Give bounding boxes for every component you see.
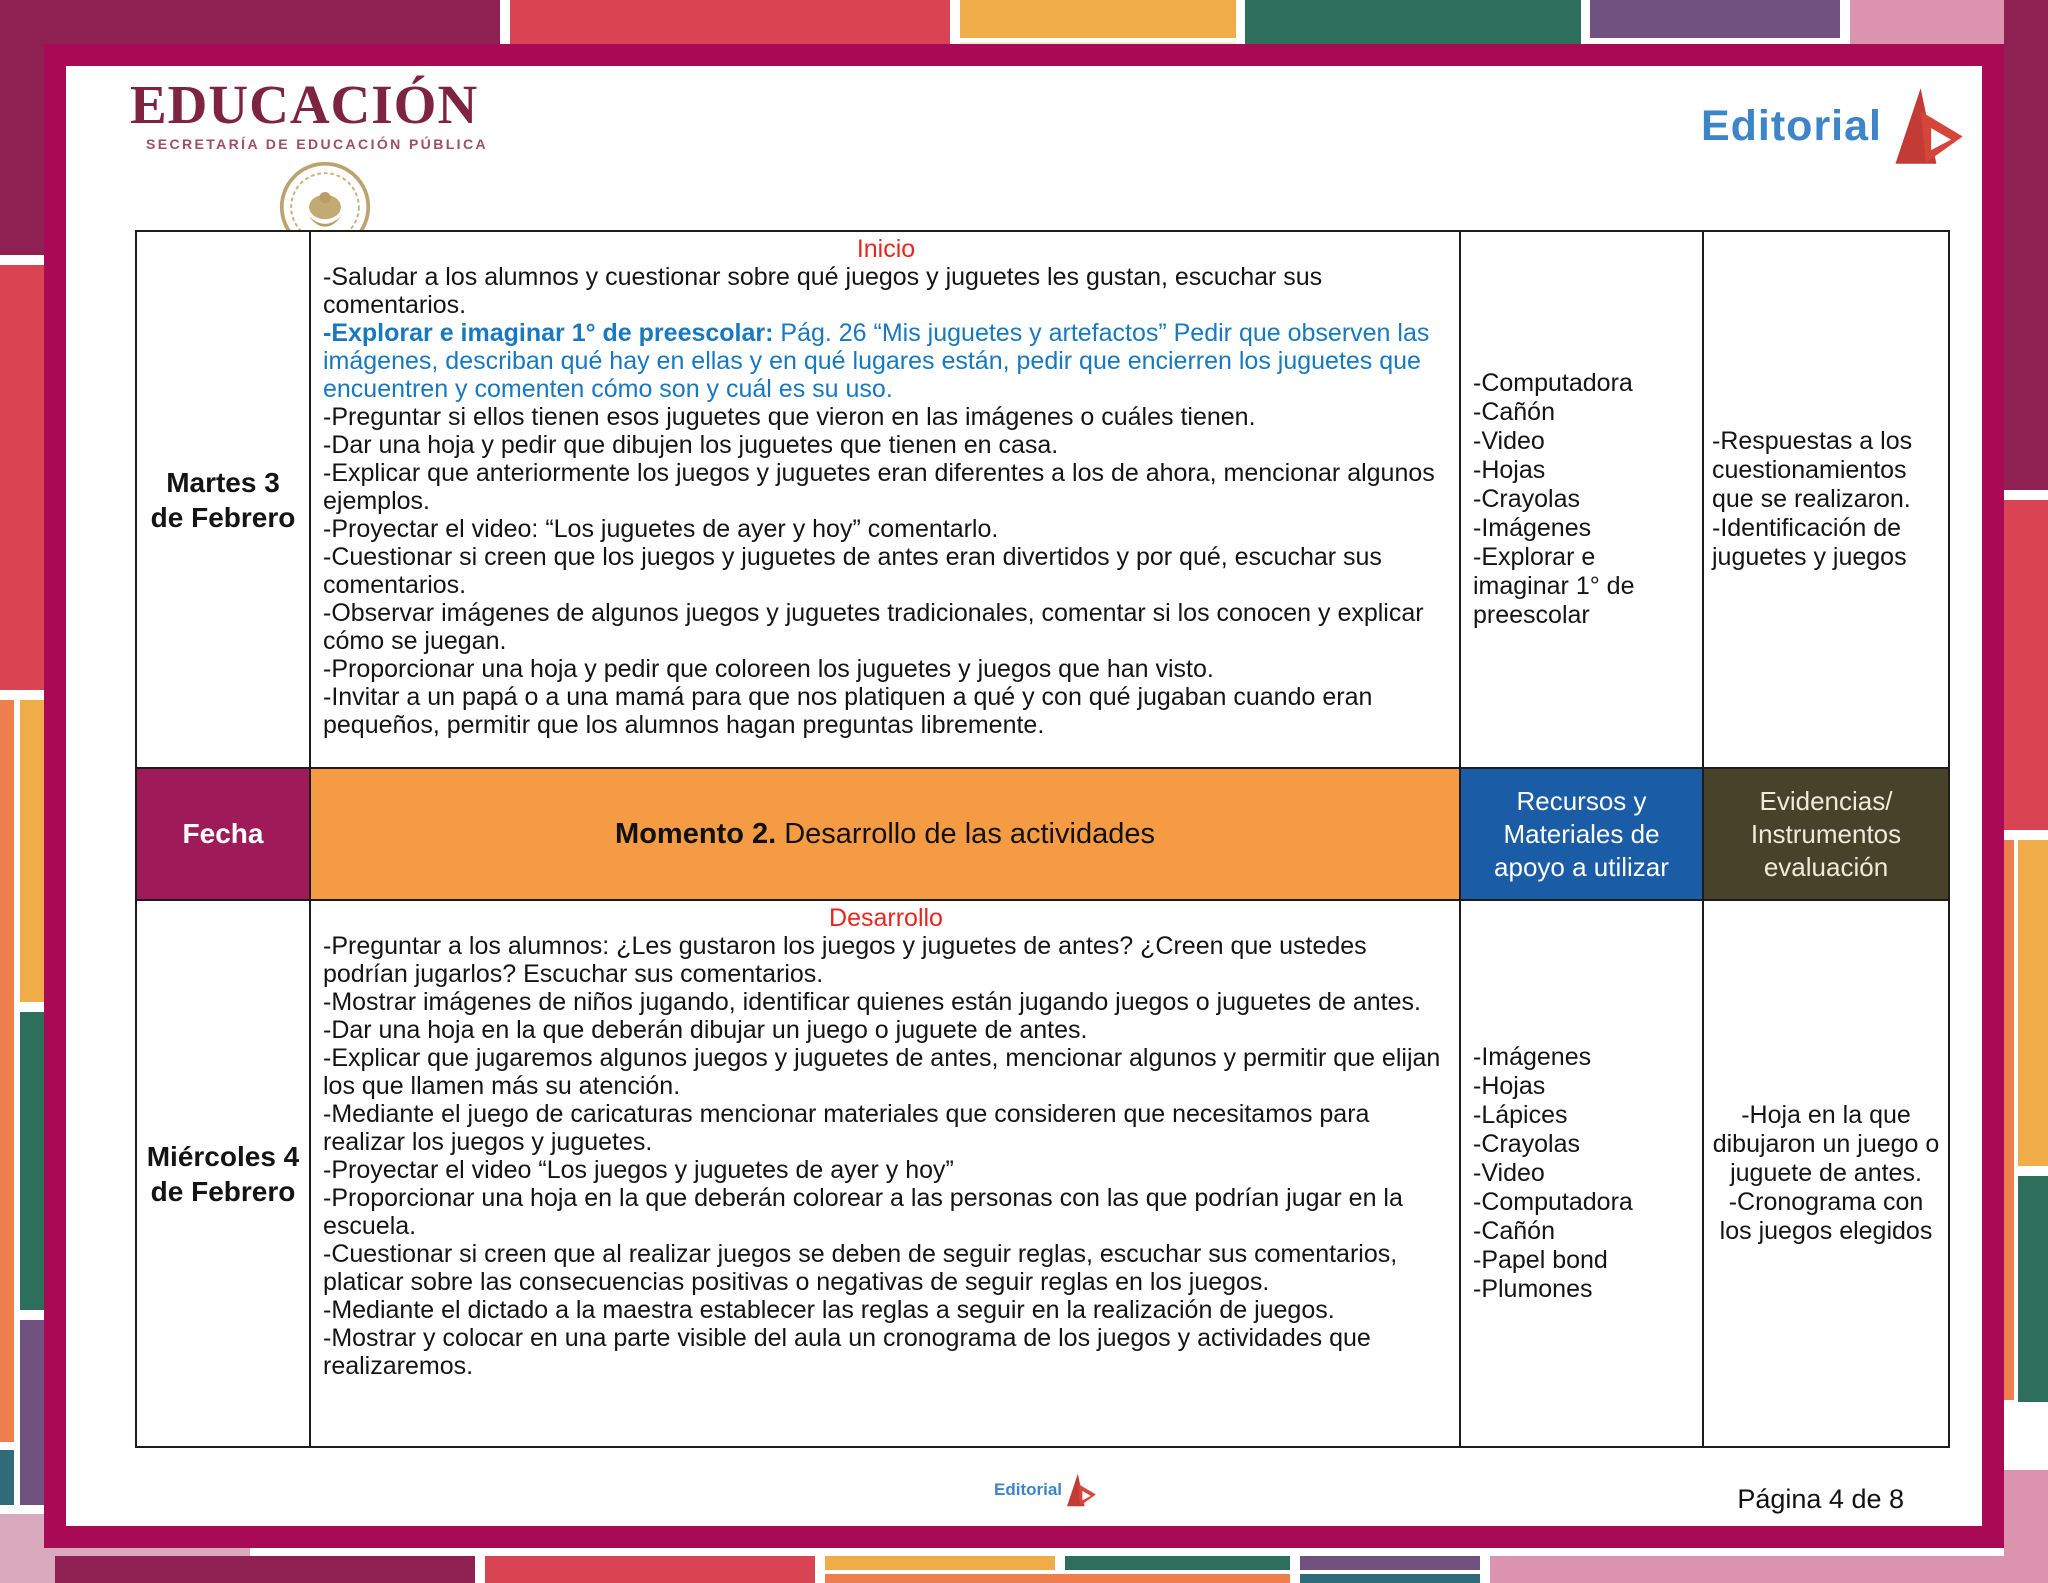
- evidence-cell-row2: [1704, 901, 1948, 1446]
- border-tile: [825, 1556, 1055, 1570]
- editorial-md-mark-icon: [1890, 84, 1966, 168]
- activity-item: [323, 1100, 1449, 1156]
- activity-text-run: -Dar una hoja y pedir que dibujen los juguetes que tienen en casa.: [323, 431, 1059, 459]
- border-tile: [20, 1012, 44, 1310]
- lesson-plan-table: [135, 230, 1950, 1448]
- border-tile: [1300, 1556, 1480, 1570]
- footer-editorial-md-logo: [994, 1472, 1097, 1508]
- border-tile: [1065, 1556, 1290, 1570]
- border-tile: [2018, 840, 2048, 1166]
- activity-text-run: -Proyectar el video: “Los juguetes de ayer y hoy” comentarlo.: [323, 515, 999, 543]
- editorial-md-logo-text: Editorial: [1700, 101, 1882, 150]
- border-tile: [1300, 1574, 1480, 1583]
- border-tile: [2004, 840, 2014, 1400]
- header-fecha: Fecha: [137, 769, 311, 901]
- footer-editorial-md-text: Editorial: [994, 1480, 1063, 1499]
- activity-item: [323, 1296, 1449, 1324]
- activity-item: [323, 932, 1449, 988]
- activity-text-run: -Observar imágenes de algunos juegos y juguetes tradicionales, comentar si los conocen y explicar cómo se juegan.: [323, 599, 1424, 655]
- activity-item: [323, 1044, 1449, 1100]
- resource-item: -Cañón: [1473, 398, 1555, 426]
- border-tile: [960, 0, 1236, 38]
- border-tile: [0, 1450, 14, 1505]
- activity-item: [323, 988, 1449, 1016]
- border-tile: [510, 0, 950, 44]
- activity-item: [323, 1184, 1449, 1240]
- resource-item: -Crayolas: [1473, 1130, 1580, 1158]
- activity-text-run: -Cuestionar si creen que los juegos y juguetes de antes eran divertidos y por qué, escuchar sus comentarios.: [323, 543, 1382, 599]
- activity-item: [323, 263, 1449, 319]
- header-momento-rest: Desarrollo de las actividades: [776, 817, 1155, 850]
- resource-item: -Lápices: [1473, 1101, 1568, 1129]
- section-title: Inicio: [856, 235, 916, 263]
- resource-item: -Explorar e imaginar 1° de preescolar: [1473, 543, 1635, 629]
- activity-item: [323, 1016, 1449, 1044]
- text-line: apoyo a utilizar: [1494, 851, 1669, 882]
- evidence-cell-row1: [1704, 232, 1948, 769]
- activity-item: [323, 515, 1449, 543]
- border-tile: [0, 265, 44, 690]
- resource-item: -Video: [1473, 1159, 1545, 1187]
- activity-item: [323, 431, 1449, 459]
- resource-item: -Hojas: [1473, 456, 1546, 484]
- date-line: Miércoles 4: [146, 1140, 300, 1172]
- resource-item: -Computadora: [1473, 1188, 1633, 1216]
- resource-item: -Papel bond: [1473, 1246, 1608, 1274]
- activity-item: [323, 459, 1449, 515]
- activity-text-run: Pág. 26 “Mis juguetes y artefactos” Pedir que observen las imágenes, describan qué hay en ellas y en qué lugares están, pedir que encierren los juguetes que encuentren y comenten cómo son y cuál es su uso.: [323, 319, 1430, 403]
- date-line: Martes 3: [166, 466, 280, 498]
- date-line: de Febrero: [150, 1175, 296, 1207]
- activity-text-run: -Invitar a un papá o a una mamá para que nos platiquen a qué y con qué jugaban cuando eran pequeños, permitir que los alumnos hagan preguntas libremente.: [323, 683, 1373, 739]
- resource-item: -Imágenes: [1473, 1043, 1592, 1071]
- activity-text-run: -Dar una hoja en la que deberán dibujar un juego o juguete de antes.: [323, 1016, 1088, 1044]
- activities-cell-desarrollo: [311, 901, 1461, 1446]
- activity-text-run: -Mediante el dictado a la maestra establecer las reglas a seguir en la realización de juegos.: [323, 1296, 1335, 1324]
- evidence-item: -Identificación de juguetes y juegos: [1712, 514, 1907, 571]
- text-line: Materiales de: [1503, 818, 1660, 849]
- activity-text-run: -Preguntar a los alumnos: ¿Les gustaron los juegos y juguetes de antes? ¿Creen que ustedes podrían jugarlos? Escuchar sus comentarios.: [323, 932, 1367, 988]
- activity-text-run: -Proyectar el video “Los juegos y juguetes de ayer y hoy”: [323, 1156, 954, 1184]
- activities-cell-inicio: [311, 232, 1461, 769]
- activity-text-run: -Explorar e imaginar 1° de preescolar:: [323, 319, 774, 347]
- resource-item: -Imágenes: [1473, 514, 1592, 542]
- resources-cell-row2: [1461, 901, 1704, 1446]
- sep-logo-title: EDUCACIÓN: [130, 74, 479, 135]
- border-tile: [1590, 0, 1840, 38]
- date-line: de Febrero: [150, 501, 296, 533]
- border-tile: [1490, 1556, 2048, 1583]
- activity-text-run: -Mediante el juego de caricaturas mencionar materiales que consideren que necesitamos para realizar los juegos y juguetes.: [323, 1100, 1370, 1156]
- document-page: [66, 66, 1982, 1526]
- border-tile: [20, 1320, 44, 1505]
- border-tile: [2004, 0, 2048, 490]
- activity-item: [323, 1156, 1449, 1184]
- resource-item: -Hojas: [1473, 1072, 1546, 1100]
- text-line: Instrumentos: [1750, 818, 1902, 849]
- activity-text-run: -Cuestionar si creen que al realizar juegos se deben de seguir reglas, escuchar sus comentarios, platicar sobre las consecuencias positivas o negativas de seguir reglas en los juegos.: [323, 1240, 1398, 1296]
- activity-item: [323, 655, 1449, 683]
- border-tile: [825, 1574, 1290, 1583]
- evidence-item: -Cronograma con los juegos elegidos: [1719, 1188, 1933, 1245]
- resource-item: -Plumones: [1473, 1275, 1593, 1303]
- text-line: Recursos y: [1516, 785, 1647, 816]
- evidence-item: -Hoja en la que dibujaron un juego o juguete de antes.: [1712, 1101, 1940, 1187]
- evidence-item: -Respuestas a los cuestionamientos que se realizaron.: [1712, 427, 1913, 513]
- activity-item: [323, 543, 1449, 599]
- activity-item: [323, 683, 1449, 739]
- activity-text-run: -Saludar a los alumnos y cuestionar sobre qué juegos y juguetes les gustan, escuchar sus comentarios.: [323, 263, 1323, 319]
- resource-item: -Computadora: [1473, 369, 1633, 397]
- activity-text-run: -Mostrar imágenes de niños jugando, identificar quienes están jugando juegos o juguetes de antes.: [323, 988, 1421, 1016]
- page-number: Página 4 de 8: [1737, 1484, 1904, 1514]
- border-tile: [0, 700, 14, 1442]
- activity-text-run: -Explicar que anteriormente los juegos y juguetes eran diferentes a los de ahora, mencionar algunos ejemplos.: [323, 459, 1435, 515]
- header-evidencias: [1704, 769, 1948, 901]
- activity-text-run: -Mostrar y colocar en una parte visible del aula un cronograma de los juegos y actividades que realizaremos.: [323, 1324, 1371, 1380]
- border-tile: [2004, 500, 2048, 830]
- border-tile: [1245, 0, 1581, 44]
- activity-item: [323, 403, 1449, 431]
- date-cell-martes: [137, 232, 311, 769]
- section-title: Desarrollo: [829, 904, 943, 932]
- resource-item: -Cañón: [1473, 1217, 1555, 1245]
- activity-item: [323, 319, 1449, 403]
- header-momento: [311, 769, 1461, 901]
- activity-text-run: -Proporcionar una hoja y pedir que coloreen los juguetes y juegos que han visto.: [323, 655, 1214, 683]
- date-cell-miercoles: [137, 901, 311, 1446]
- resources-cell-row1: [1461, 232, 1704, 769]
- resource-item: -Video: [1473, 427, 1545, 455]
- text-line: Evidencias/: [1759, 785, 1893, 816]
- border-tile: [55, 1556, 475, 1583]
- activity-text-run: -Preguntar si ellos tienen esos juguetes que vieron en las imágenes o cuáles tienen.: [323, 403, 1256, 431]
- resource-item: -Crayolas: [1473, 485, 1580, 513]
- text-line: evaluación: [1763, 851, 1889, 882]
- activity-text-run: -Explicar que jugaremos algunos juegos y juguetes de antes, mencionar algunos y permitir que elijan los que llamen más su atención.: [323, 1044, 1441, 1100]
- sep-logo-subtitle: SECRETARÍA DE EDUCACIÓN PÚBLICA: [146, 136, 488, 152]
- header-recursos: [1461, 769, 1704, 901]
- header-momento-bold: Momento 2.: [615, 817, 777, 850]
- activity-item: [323, 1324, 1449, 1380]
- activity-item: [323, 599, 1449, 655]
- activity-item: [323, 1240, 1449, 1296]
- border-tile: [2018, 1176, 2048, 1402]
- sep-logo: [130, 76, 488, 152]
- border-tile: [485, 1556, 815, 1583]
- border-tile: [20, 700, 44, 1002]
- activity-text-run: -Proporcionar una hoja en la que deberán colorear a las personas con las que podrían jugar en la escuela.: [323, 1184, 1403, 1240]
- editorial-md-logo: [1701, 84, 1966, 168]
- footer-editorial-md-mark-icon: [1065, 1472, 1097, 1508]
